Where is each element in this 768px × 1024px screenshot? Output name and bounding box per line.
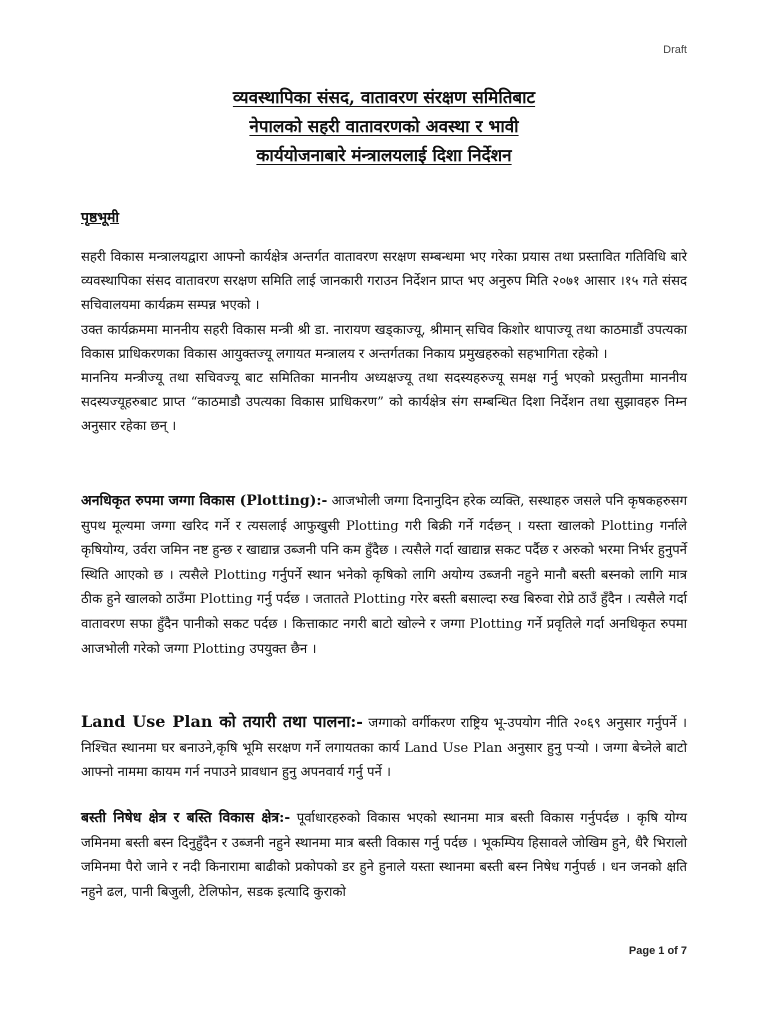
section-land-use-lead: Land Use Plan को तयारी तथा पालना:- <box>81 712 363 731</box>
page-number: Page 1 of 7 <box>628 945 687 957</box>
section-plotting-paragraph <box>81 489 687 662</box>
background-paragraph-3: माननिय मन्त्रीज्यू तथा सचिवज्यू बाट समितिका माननीय अध्यक्षज्यू तथा सदस्यहरुज्यू समक्ष गर्नु भएको प्रस्तुतीमा माननीय सदस्यज्यूहरुबाट प्राप्त “काठमाडौ उपत्यका विकास प्राधिकरण” को कार्यक्षेत्र संग सम्बन्धित दिशा निर्देशन तथा सुझावहरु निम्न अनुसार रहेका छन् । <box>81 371 687 435</box>
title-line-1: व्यवस्थापिका संसद, वातावरण संरक्षण समितिबाट <box>232 88 536 108</box>
section-land-use-plan <box>81 710 687 786</box>
section-land-use-paragraph <box>81 710 687 786</box>
background-paragraph-1: सहरी विकास मन्त्रालयद्वारा आफ्नो कार्यक्षेत्र अन्तर्गत वातावरण सरक्षण सम्बन्धमा भए गरेका प्रयास तथा प्रस्तावित गतिविधि बारे व्यवस्थापिका संसद वातावरण सरक्षण समिति लाई जानकारी गराउन निर्देशन प्राप्त भए अनुरुप मिति २०७१ आसार ।१५ गते संसद सचिवालयमा कार्यक्रम सम्पन्न भएको । <box>81 250 687 314</box>
background-body <box>81 246 687 440</box>
section-settlement-paragraph <box>81 806 687 905</box>
title-line-3: कार्ययोजनाबारे मंन्त्रालयलाई दिशा निर्देशन <box>256 146 512 166</box>
background-heading: पृष्ठभूमी <box>81 210 120 226</box>
section-land-use-text: जग्गाको वर्गीकरण राष्ट्रिय भू-उपयोग नीति २०६९ अनुसार गर्नुपर्ने । निश्चित स्थानमा घर बनाउने,कृषि भूमि सरक्षण गर्ने लगायतका कार्य Land Use Plan अनुसार हुनु पर्‍यो । जग्गा बेच्नेले बाटो आफ्नो नाममा कायम गर्न नपाउने प्रावधान हुनु अपनवार्य गर्नु पर्ने । <box>81 716 687 781</box>
section-settlement <box>81 806 687 905</box>
document-title <box>0 84 768 171</box>
section-plotting-lead: अनधिकृत रुपमा जग्गा विकास (Plotting):- <box>81 493 328 509</box>
section-plotting-text: आजभोली जग्गा दिनानुदिन हरेक व्यक्ति, सस्थाहरु जसले पनि कृषकहरुसग सुपथ मूल्यमा जग्गा खरिद गर्ने र त्यसलाई आफुखुसी Plotting गरी बिक्री गर्ने गर्दछन् । यस्ता खालको Plotting गर्नाले कृषियोग्य, उर्वरा जमिन नष्ट हुन्छ र खाद्यान्न उब्जनी पनि कम हुँदैछ । त्यसैले गर्दा खाद्यान्न सकट पर्दैछ र अरुको भरमा निर्भर हुनुपर्ने स्थिति आएको छ । त्यसैले Plotting गर्नुपर्ने स्थान भनेको कृषिको लागि अयोग्य उब्जनी नहुने मानौ बस्ती बस्नको लागि मात्र ठीक हुने खालको ठाउँमा Plotting गर्नु पर्दछ । जतातते Plotting गरेर बस्ती बसाल्दा रुख बिरुवा रोप्ने ठाउँ हुँदैन । त्यसैले गर्दा वातावरण सफा हुँदैन पानीको सकट पर्दछ । कित्ताकाट नगरी बाटो खोल्ने र जग्गा Plotting गर्ने प्रवृतिले गर्दा अनधिकृत रुपमा आजभोली गरेको जग्गा Plotting उपयुक्त छैन । <box>81 494 688 657</box>
section-settlement-text: पूर्वाधारहरुको विकास भएको स्थानमा मात्र बस्ती विकास गर्नुपर्दछ । कृषि योग्य जमिनमा बस्ती बस्न दिनुहुँदैन र उब्जनी नहुने स्थानमा मात्र बस्ती विकास गर्नु पर्दछ । भूकम्पिय हिसावले जोखिम हुने, धैरै भिरालो जमिनमा पैरो जाने र नदी किनारामा बाढीको प्रकोपको डर हुने हुनाले यस्ता स्थानमा बस्ती बस्न निषेध गर्नुपर्छ । धन जनको क्षति नहुने ढल, पानी बिजुली, टेलिफोन, सडक इत्यादि कुराको <box>81 811 687 900</box>
title-line-2: नेपालको सहरी वातावरणको अवस्था र भावी <box>249 117 519 137</box>
section-plotting <box>81 489 687 662</box>
background-paragraph-2: उक्त कार्यक्रममा माननीय सहरी विकास मन्त्री श्री डा. नारायण खड्काज्यू, श्रीमान् सचिव किशोर थापाज्यू तथा काठमाडौं उपत्यका विकास प्राधिकरणका विकास आयुक्तज्यू लगायत मन्त्रालय र अन्तर्गतका निकाय प्रमुखहरुको सहभागिता रहेको । <box>81 322 687 362</box>
section-settlement-lead: बस्ती निषेध क्षेत्र र बस्ति विकास क्षेत्र:- <box>81 810 291 826</box>
draft-watermark-label: Draft <box>663 44 687 56</box>
